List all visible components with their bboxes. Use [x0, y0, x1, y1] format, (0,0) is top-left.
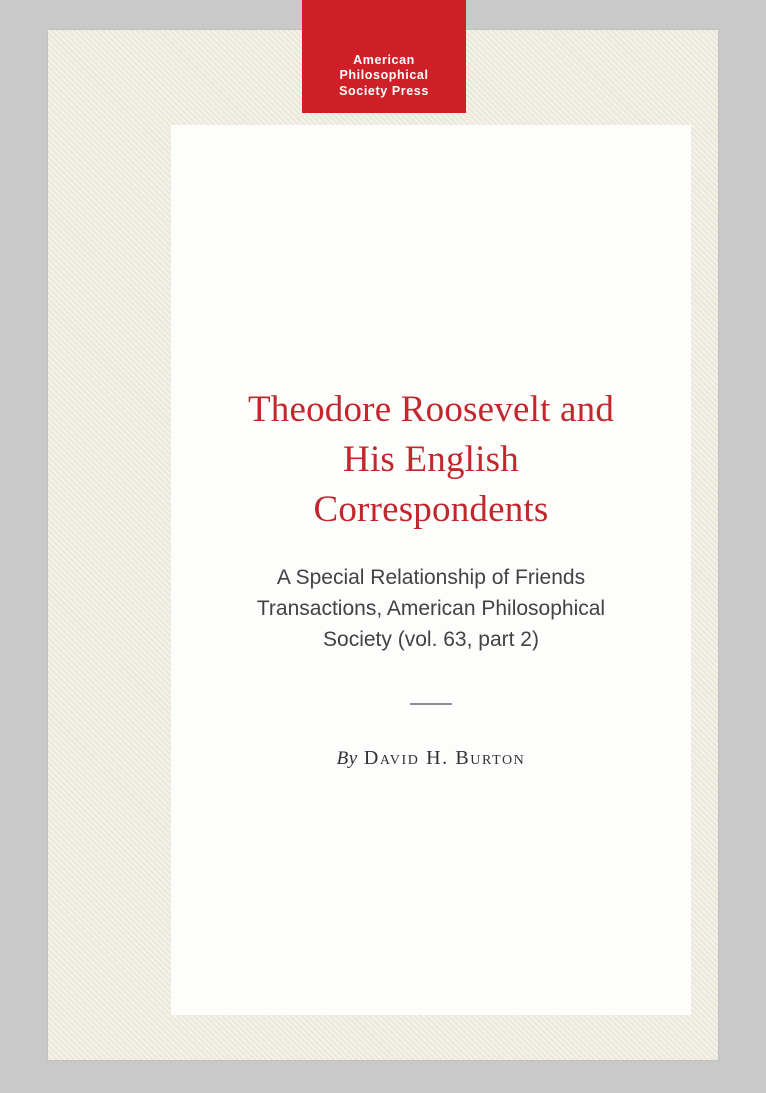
book-subtitle-line: Society (vol. 63, part 2) — [323, 628, 539, 651]
publisher-line: Society Press — [339, 83, 429, 98]
author-name: David H. Burton — [363, 747, 526, 769]
publisher-line: American — [353, 52, 415, 67]
book-title-line: Correspondents — [313, 489, 549, 530]
byline-prefix: By — [336, 748, 358, 769]
book-title-line: His English — [343, 439, 519, 480]
book-subtitle — [233, 562, 629, 655]
book-subtitle-line: A Special Relationship of Friends — [276, 566, 586, 589]
title-block — [171, 385, 691, 770]
divider-rule — [410, 703, 452, 705]
publisher-banner — [302, 0, 466, 113]
author-byline — [171, 747, 691, 770]
book-title — [171, 385, 691, 535]
publisher-line: Philosophical — [339, 68, 429, 82]
book-subtitle-line: Transactions, American Philosophical — [256, 597, 606, 620]
book-title-line: Theodore Roosevelt and — [247, 389, 615, 430]
cover-board — [48, 30, 718, 1060]
